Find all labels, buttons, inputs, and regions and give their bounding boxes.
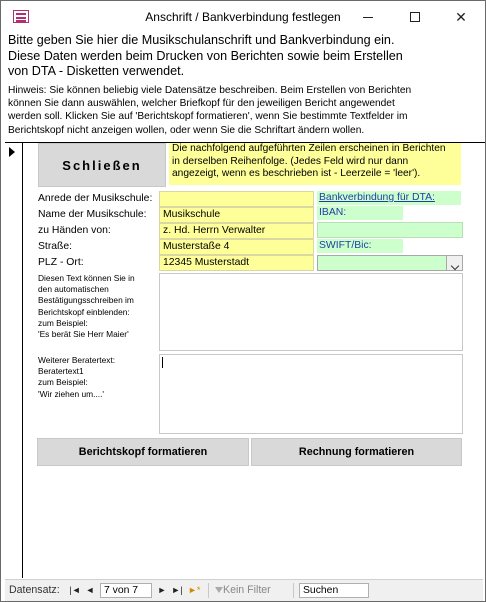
- name-field[interactable]: Musikschule: [159, 207, 314, 223]
- format-invoice-button[interactable]: Rechnung formatieren: [251, 438, 462, 466]
- label-zuhanden: zu Händen von:: [38, 225, 111, 236]
- hint-text: [8, 84, 484, 137]
- minimize-button[interactable]: [358, 7, 378, 27]
- advisor-label-line-3: zum Beispiel:: [38, 377, 88, 388]
- search-field[interactable]: Suchen: [299, 583, 369, 598]
- previous-record-icon[interactable]: ◄: [85, 585, 95, 595]
- current-record-arrow-icon: [9, 147, 15, 157]
- confirm-label-line-6: 'Es berät Sie Herr Maier': [38, 329, 129, 340]
- next-record-icon[interactable]: ►: [157, 585, 167, 595]
- last-record-icon[interactable]: ►|: [171, 585, 183, 595]
- no-filter-button[interactable]: Kein Filter: [223, 584, 271, 596]
- label-anrede: Anrede der Musikschule:: [38, 193, 153, 204]
- advisor-textarea[interactable]: [159, 354, 463, 434]
- strasse-field[interactable]: Musterstaße 4: [159, 239, 314, 255]
- title-bar: [1, 1, 485, 33]
- advisor-label-line-4: 'Wir ziehen um....': [38, 388, 105, 399]
- window-title: Anschrift / Bankverbindung festlegen: [145, 10, 341, 24]
- label-plz: PLZ - Ort:: [38, 257, 84, 268]
- maximize-button[interactable]: [405, 7, 425, 27]
- maximize-icon: [410, 12, 420, 22]
- nav-divider: [293, 583, 294, 598]
- hint-line-2: können Sie dann auswählen, welcher Briefkopf für den jeweiligen Bericht angewendet: [8, 98, 395, 110]
- iban-label: IBAN:: [317, 206, 403, 220]
- record-selector[interactable]: [5, 143, 23, 578]
- swift-dropdown[interactable]: [317, 255, 463, 271]
- nav-divider: [208, 583, 209, 598]
- swift-dropdown-button[interactable]: [446, 256, 462, 270]
- order-note-line-1: Die nachfolgend aufgeführten Zeilen erscheinen in Berichten: [172, 143, 446, 154]
- hint-line-1: Hinweis: Sie können beliebig viele Datensätze beschreiben. Beim Erstellen von Berichten: [8, 85, 412, 96]
- intro-line-1: Bitte geben Sie hier die Musikschulanschrift und Bankverbindung ein.: [8, 33, 395, 47]
- first-record-icon[interactable]: |◄: [69, 585, 81, 595]
- label-name: Name der Musikschule:: [38, 209, 147, 220]
- order-note-line-2: in derselben Reihenfolge. (Jedes Feld wird nur dann: [172, 155, 409, 167]
- intro-line-3: von DTA - Disketten verwendet.: [8, 64, 185, 78]
- close-form-button[interactable]: Schließen: [38, 143, 166, 187]
- confirm-label-line-3: Bestätigungsschreiben im: [38, 295, 134, 306]
- current-record-field[interactable]: 7 von 7: [100, 583, 152, 598]
- label-strasse: Straße:: [38, 241, 73, 252]
- intro-text: [8, 33, 480, 80]
- format-report-header-button[interactable]: Berichtskopf formatieren: [37, 438, 249, 466]
- close-window-button[interactable]: [451, 7, 471, 27]
- advisor-label-line-2: Beratertext1: [38, 366, 84, 377]
- swift-label: SWIFT/Bic:: [317, 239, 403, 253]
- advisor-label-line-1: Weiterer Beratertext:: [38, 355, 116, 365]
- new-record-icon[interactable]: ►*: [188, 585, 201, 595]
- text-caret: [162, 357, 163, 368]
- bank-header: Bankverbindung für DTA:: [317, 191, 461, 205]
- order-note-line-3: angezeigt, wenn es beschrieben ist - Leerzeile = 'leer').: [172, 168, 421, 180]
- record-label: Datensatz:: [9, 584, 60, 596]
- close-icon: ✕: [455, 9, 467, 25]
- intro-line-2: Diese Daten werden beim Drucken von Berichten sowie beim Erstellen: [8, 48, 403, 63]
- confirm-label-line-2: den automatischen: [38, 284, 109, 295]
- confirm-label-line-4: Berichtskopf einblenden:: [38, 306, 130, 317]
- minimize-icon: [363, 17, 373, 18]
- chevron-down-icon: [450, 262, 458, 270]
- order-note: [169, 143, 461, 185]
- confirm-text-label: [38, 273, 135, 340]
- confirm-textarea[interactable]: [159, 273, 463, 351]
- anrede-field[interactable]: [159, 191, 314, 207]
- confirm-label-line-5: zum Beispiel:: [38, 317, 88, 328]
- hint-line-4: Berichtskopf nicht anzeigen wollen, oder wenn Sie die Schriftart ändern wollen.: [8, 124, 365, 136]
- filter-icon: [215, 587, 223, 593]
- iban-field[interactable]: [317, 222, 463, 238]
- plz-ort-field[interactable]: 12345 Musterstadt: [159, 255, 314, 271]
- advisor-text-label: [38, 355, 115, 400]
- record-navigation-bar: [5, 579, 483, 601]
- hint-line-3: werden soll. Klicken Sie auf 'Berichtskopf formatieren', wenn Sie bestimmte Textfelder im: [8, 111, 408, 123]
- zuhanden-field[interactable]: z. Hd. Herrn Verwalter: [159, 223, 314, 239]
- confirm-label-line-1: Diesen Text können Sie in: [38, 273, 135, 283]
